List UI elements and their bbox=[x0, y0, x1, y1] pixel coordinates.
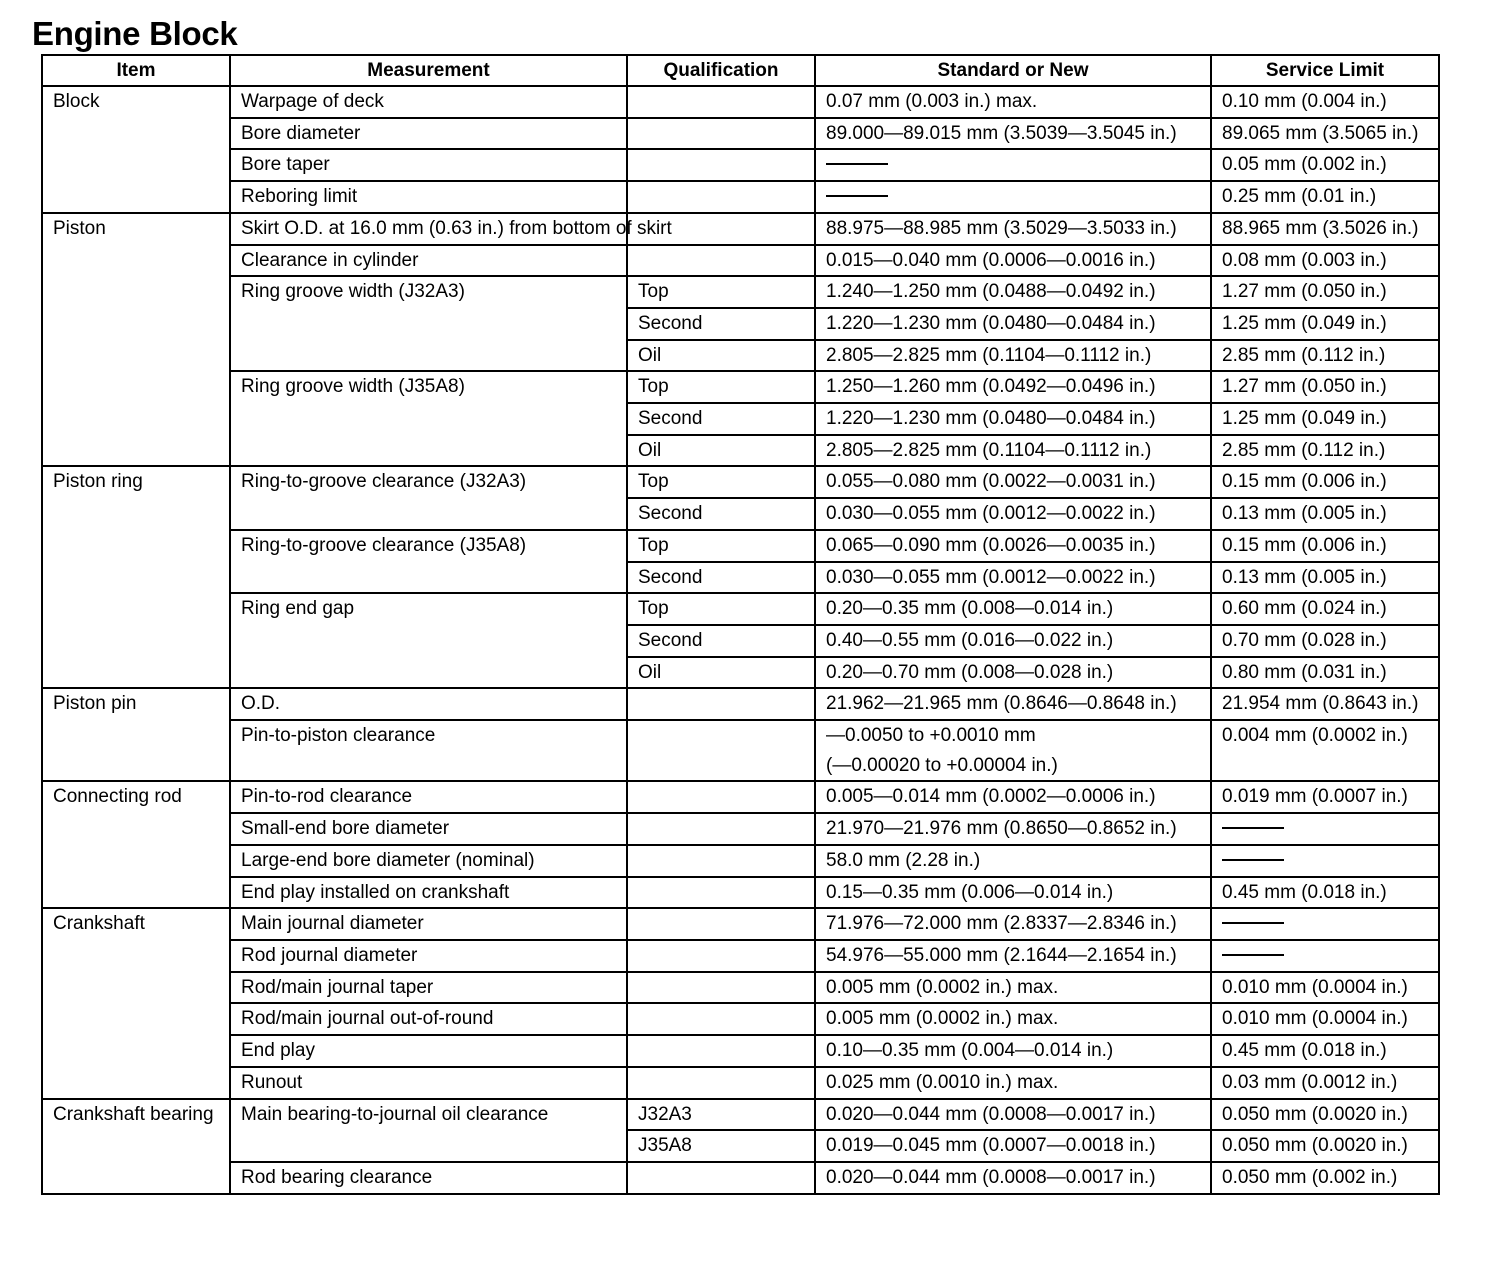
measurement-cell: Skirt O.D. at 16.0 mm (0.63 in.) from bottom of skirt bbox=[230, 213, 627, 245]
limit-cell: 0.13 mm (0.005 in.) bbox=[1211, 562, 1439, 594]
qualification-cell: J32A3 bbox=[627, 1099, 815, 1131]
item-cell: Piston pin bbox=[42, 688, 230, 781]
limit-cell: 0.13 mm (0.005 in.) bbox=[1211, 498, 1439, 530]
measurement-cell: Large-end bore diameter (nominal) bbox=[230, 845, 627, 877]
header-qualification: Qualification bbox=[627, 55, 815, 86]
qualification-cell bbox=[627, 940, 815, 972]
measurement-cell: Pin-to-rod clearance bbox=[230, 781, 627, 813]
measurement-cell: Runout bbox=[230, 1067, 627, 1099]
qualification-cell: Second bbox=[627, 625, 815, 657]
measurement-cell: End play installed on crankshaft bbox=[230, 877, 627, 909]
limit-cell: 2.85 mm (0.112 in.) bbox=[1211, 435, 1439, 467]
standard-cell: 88.975—88.985 mm (3.5029—3.5033 in.) bbox=[815, 213, 1211, 245]
measurement-cell: End play bbox=[230, 1035, 627, 1067]
standard-cell: 0.020—0.044 mm (0.0008—0.0017 in.) bbox=[815, 1162, 1211, 1194]
qualification-cell bbox=[627, 86, 815, 118]
limit-cell: 0.25 mm (0.01 in.) bbox=[1211, 181, 1439, 213]
limit-cell bbox=[1211, 813, 1439, 845]
limit-cell bbox=[1211, 908, 1439, 940]
standard-cell: 0.10—0.35 mm (0.004—0.014 in.) bbox=[815, 1035, 1211, 1067]
qualification-cell: Top bbox=[627, 276, 815, 308]
limit-cell: 1.27 mm (0.050 in.) bbox=[1211, 276, 1439, 308]
table-row bbox=[42, 371, 1439, 403]
table-row bbox=[42, 181, 1439, 213]
standard-cell: 21.962—21.965 mm (0.8646—0.8648 in.) bbox=[815, 688, 1211, 720]
standard-cell: 0.020—0.044 mm (0.0008—0.0017 in.) bbox=[815, 1099, 1211, 1131]
limit-cell: 0.70 mm (0.028 in.) bbox=[1211, 625, 1439, 657]
qualification-cell: Top bbox=[627, 371, 815, 403]
qualification-cell: Oil bbox=[627, 657, 815, 689]
header-standard: Standard or New bbox=[815, 55, 1211, 86]
measurement-cell: Ring-to-groove clearance (J35A8) bbox=[230, 530, 627, 593]
table-row bbox=[42, 118, 1439, 150]
table-row bbox=[42, 1035, 1439, 1067]
standard-cell: 1.250—1.260 mm (0.0492—0.0496 in.) bbox=[815, 371, 1211, 403]
table-row bbox=[42, 720, 1439, 781]
table-row bbox=[42, 1003, 1439, 1035]
measurement-cell: Ring end gap bbox=[230, 593, 627, 688]
item-cell: Connecting rod bbox=[42, 781, 230, 908]
standard-cell: 71.976—72.000 mm (2.8337—2.8346 in.) bbox=[815, 908, 1211, 940]
qualification-cell: Oil bbox=[627, 435, 815, 467]
standard-cell: 2.805—2.825 mm (0.1104—0.1112 in.) bbox=[815, 435, 1211, 467]
not-applicable-dash bbox=[826, 163, 888, 165]
table-row bbox=[42, 593, 1439, 625]
limit-cell: 0.80 mm (0.031 in.) bbox=[1211, 657, 1439, 689]
standard-cell: 0.20—0.70 mm (0.008—0.028 in.) bbox=[815, 657, 1211, 689]
qualification-cell bbox=[627, 118, 815, 150]
item-cell: Crankshaft bbox=[42, 908, 230, 1098]
table-row bbox=[42, 276, 1439, 308]
qualification-cell bbox=[627, 720, 815, 781]
limit-cell: 88.965 mm (3.5026 in.) bbox=[1211, 213, 1439, 245]
limit-cell bbox=[1211, 845, 1439, 877]
standard-cell: 0.005—0.014 mm (0.0002—0.0006 in.) bbox=[815, 781, 1211, 813]
measurement-cell: Clearance in cylinder bbox=[230, 245, 627, 277]
qualification-cell bbox=[627, 781, 815, 813]
standard-cell: 0.20—0.35 mm (0.008—0.014 in.) bbox=[815, 593, 1211, 625]
qualification-cell bbox=[627, 245, 815, 277]
table-row bbox=[42, 245, 1439, 277]
item-cell: Piston ring bbox=[42, 466, 230, 688]
limit-cell: 0.03 mm (0.0012 in.) bbox=[1211, 1067, 1439, 1099]
measurement-cell: Pin-to-piston clearance bbox=[230, 720, 627, 781]
standard-cell: 1.220—1.230 mm (0.0480—0.0484 in.) bbox=[815, 308, 1211, 340]
qualification-cell bbox=[627, 1162, 815, 1194]
standard-cell: 0.005 mm (0.0002 in.) max. bbox=[815, 972, 1211, 1004]
measurement-cell: Small-end bore diameter bbox=[230, 813, 627, 845]
table-row bbox=[42, 149, 1439, 181]
limit-cell: 1.25 mm (0.049 in.) bbox=[1211, 403, 1439, 435]
standard-cell: 0.40—0.55 mm (0.016—0.022 in.) bbox=[815, 625, 1211, 657]
qualification-cell: Top bbox=[627, 466, 815, 498]
table-row bbox=[42, 1099, 1439, 1131]
qualification-cell: Second bbox=[627, 562, 815, 594]
header-row bbox=[42, 55, 1439, 86]
qualification-cell bbox=[627, 877, 815, 909]
not-applicable-dash bbox=[826, 195, 888, 197]
limit-cell: 0.010 mm (0.0004 in.) bbox=[1211, 972, 1439, 1004]
standard-cell: 21.970—21.976 mm (0.8650—0.8652 in.) bbox=[815, 813, 1211, 845]
standard-cell: 0.019—0.045 mm (0.0007—0.0018 in.) bbox=[815, 1130, 1211, 1162]
limit-cell: 0.010 mm (0.0004 in.) bbox=[1211, 1003, 1439, 1035]
standard-cell: 0.025 mm (0.0010 in.) max. bbox=[815, 1067, 1211, 1099]
limit-cell: 0.050 mm (0.002 in.) bbox=[1211, 1162, 1439, 1194]
limit-cell: 89.065 mm (3.5065 in.) bbox=[1211, 118, 1439, 150]
table-row bbox=[42, 466, 1439, 498]
standard-cell: 58.0 mm (2.28 in.) bbox=[815, 845, 1211, 877]
limit-cell: 0.45 mm (0.018 in.) bbox=[1211, 1035, 1439, 1067]
standard-line: —0.0050 to +0.0010 mm bbox=[826, 725, 1036, 747]
standard-cell: 0.055—0.080 mm (0.0022—0.0031 in.) bbox=[815, 466, 1211, 498]
table-row bbox=[42, 688, 1439, 720]
header-service-limit: Service Limit bbox=[1211, 55, 1439, 86]
qualification-cell bbox=[627, 813, 815, 845]
table-row bbox=[42, 813, 1439, 845]
standard-cell: 0.015—0.040 mm (0.0006—0.0016 in.) bbox=[815, 245, 1211, 277]
standard-cell: 0.07 mm (0.003 in.) max. bbox=[815, 86, 1211, 118]
standard-cell: 0.030—0.055 mm (0.0012—0.0022 in.) bbox=[815, 562, 1211, 594]
qualification-cell bbox=[627, 688, 815, 720]
qualification-cell: Second bbox=[627, 403, 815, 435]
standard-cell: 89.000—89.015 mm (3.5039—3.5045 in.) bbox=[815, 118, 1211, 150]
qualification-cell bbox=[627, 845, 815, 877]
standard-cell: 0.065—0.090 mm (0.0026—0.0035 in.) bbox=[815, 530, 1211, 562]
qualification-cell bbox=[627, 1003, 815, 1035]
qualification-cell bbox=[627, 181, 815, 213]
limit-cell: 0.050 mm (0.0020 in.) bbox=[1211, 1130, 1439, 1162]
limit-cell: 0.08 mm (0.003 in.) bbox=[1211, 245, 1439, 277]
qualification-cell: Top bbox=[627, 593, 815, 625]
qualification-cell: J35A8 bbox=[627, 1130, 815, 1162]
header-item: Item bbox=[42, 55, 230, 86]
table-row bbox=[42, 845, 1439, 877]
standard-cell bbox=[815, 149, 1211, 181]
measurement-cell: Reboring limit bbox=[230, 181, 627, 213]
limit-cell: 0.050 mm (0.0020 in.) bbox=[1211, 1099, 1439, 1131]
table-row bbox=[42, 908, 1439, 940]
limit-cell: 0.004 mm (0.0002 in.) bbox=[1211, 720, 1439, 781]
limit-cell: 0.15 mm (0.006 in.) bbox=[1211, 530, 1439, 562]
qualification-cell: Second bbox=[627, 308, 815, 340]
qualification-cell bbox=[627, 1067, 815, 1099]
table-row bbox=[42, 940, 1439, 972]
table-row bbox=[42, 877, 1439, 909]
standard-cell bbox=[815, 720, 1211, 781]
table-row bbox=[42, 781, 1439, 813]
limit-cell: 1.27 mm (0.050 in.) bbox=[1211, 371, 1439, 403]
qualification-cell bbox=[627, 908, 815, 940]
measurement-cell: Main journal diameter bbox=[230, 908, 627, 940]
qualification-cell bbox=[627, 149, 815, 181]
limit-cell: 21.954 mm (0.8643 in.) bbox=[1211, 688, 1439, 720]
limit-cell: 0.05 mm (0.002 in.) bbox=[1211, 149, 1439, 181]
limit-cell: 2.85 mm (0.112 in.) bbox=[1211, 340, 1439, 372]
spec-table bbox=[41, 54, 1440, 1195]
standard-cell: 2.805—2.825 mm (0.1104—0.1112 in.) bbox=[815, 340, 1211, 372]
measurement-cell: Rod/main journal taper bbox=[230, 972, 627, 1004]
standard-cell: 1.240—1.250 mm (0.0488—0.0492 in.) bbox=[815, 276, 1211, 308]
item-cell: Piston bbox=[42, 213, 230, 467]
qualification-cell: Oil bbox=[627, 340, 815, 372]
limit-cell: 0.019 mm (0.0007 in.) bbox=[1211, 781, 1439, 813]
limit-cell: 0.60 mm (0.024 in.) bbox=[1211, 593, 1439, 625]
standard-cell: 54.976—55.000 mm (2.1644—2.1654 in.) bbox=[815, 940, 1211, 972]
measurement-cell: Rod/main journal out-of-round bbox=[230, 1003, 627, 1035]
limit-cell: 1.25 mm (0.049 in.) bbox=[1211, 308, 1439, 340]
item-cell: Block bbox=[42, 86, 230, 213]
measurement-cell: Ring groove width (J35A8) bbox=[230, 371, 627, 466]
qualification-cell: Top bbox=[627, 530, 815, 562]
measurement-cell: Warpage of deck bbox=[230, 86, 627, 118]
not-applicable-dash bbox=[1222, 922, 1284, 924]
standard-cell bbox=[815, 181, 1211, 213]
header-measurement: Measurement bbox=[230, 55, 627, 86]
qualification-cell bbox=[627, 1035, 815, 1067]
qualification-cell bbox=[627, 972, 815, 1004]
table-row bbox=[42, 1067, 1439, 1099]
standard-cell: 1.220—1.230 mm (0.0480—0.0484 in.) bbox=[815, 403, 1211, 435]
standard-cell: 0.030—0.055 mm (0.0012—0.0022 in.) bbox=[815, 498, 1211, 530]
measurement-cell: Rod journal diameter bbox=[230, 940, 627, 972]
standard-cell: 0.005 mm (0.0002 in.) max. bbox=[815, 1003, 1211, 1035]
standard-cell: 0.15—0.35 mm (0.006—0.014 in.) bbox=[815, 877, 1211, 909]
limit-cell bbox=[1211, 940, 1439, 972]
not-applicable-dash bbox=[1222, 954, 1284, 956]
limit-cell: 0.15 mm (0.006 in.) bbox=[1211, 466, 1439, 498]
page-title: Engine Block bbox=[32, 15, 238, 52]
measurement-cell: Bore diameter bbox=[230, 118, 627, 150]
not-applicable-dash bbox=[1222, 859, 1284, 861]
limit-cell: 0.10 mm (0.004 in.) bbox=[1211, 86, 1439, 118]
limit-cell: 0.45 mm (0.018 in.) bbox=[1211, 877, 1439, 909]
measurement-cell: Ring groove width (J32A3) bbox=[230, 276, 627, 371]
table-row bbox=[42, 213, 1439, 245]
item-cell: Crankshaft bearing bbox=[42, 1099, 230, 1194]
measurement-cell: O.D. bbox=[230, 688, 627, 720]
table-row bbox=[42, 1162, 1439, 1194]
measurement-cell: Bore taper bbox=[230, 149, 627, 181]
standard-line: (—0.00020 to +0.00004 in.) bbox=[826, 754, 1058, 776]
not-applicable-dash bbox=[1222, 827, 1284, 829]
measurement-cell: Rod bearing clearance bbox=[230, 1162, 627, 1194]
table-row bbox=[42, 530, 1439, 562]
qualification-cell: Second bbox=[627, 498, 815, 530]
table-row bbox=[42, 972, 1439, 1004]
measurement-cell: Ring-to-groove clearance (J32A3) bbox=[230, 466, 627, 529]
measurement-cell: Main bearing-to-journal oil clearance bbox=[230, 1099, 627, 1162]
table-row bbox=[42, 86, 1439, 118]
